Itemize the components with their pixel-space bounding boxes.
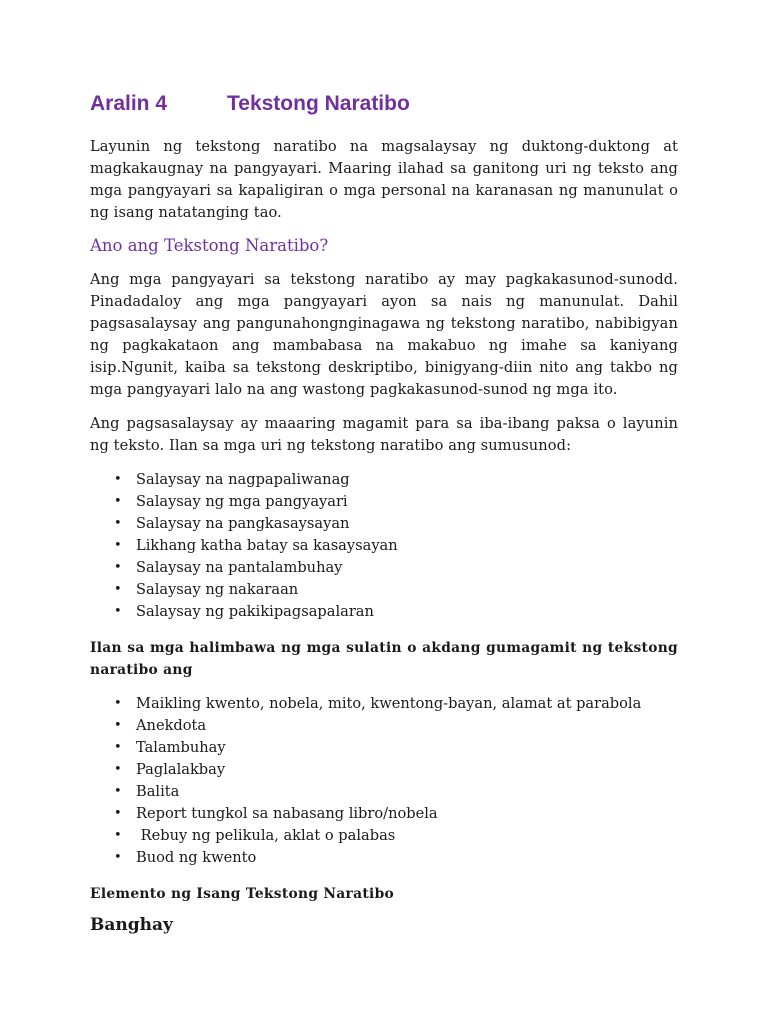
list-item: • Salaysay ng nakaraan [114,579,678,601]
lesson-title: Tekstong Naratibo [227,92,410,115]
list-item: • Salaysay ng pakikipagsapalaran [114,601,678,623]
list-item: • Paglalakbay [114,759,678,781]
list-item: • Rebuy ng pelikula, aklat o palabas [114,825,678,847]
banghay-heading: Banghay [90,915,173,935]
list-item: • Balita [114,781,678,803]
list-item: • Salaysay na pantalambuhay [114,557,678,579]
elemento-heading: Elemento ng Isang Tekstong Naratibo [90,886,395,902]
list-item: • Salaysay na pangkasaysayan [114,513,678,535]
list-item: • Maikling kwento, nobela, mito, kwentong-bayan, alamat at parabola [114,693,678,715]
paragraph-2: Ang pagsasalaysay ay maaaring magamit para sa iba-ibang paksa o layunin ng teksto. Ilan sa mga uri ng tekstong naratibo ang sumusunod: [90,415,678,454]
list-item: • Likhang katha batay sa kasaysayan [114,535,678,557]
examples-intro: Ilan sa mga halimbawa ng mga sulatin o akdang gumagamit ng tekstong naratibo ang [90,640,678,678]
list-item: • Salaysay na nagpapaliwanag [114,469,678,491]
list-item: • Talambuhay [114,737,678,759]
list-item: • Anekdota [114,715,678,737]
list-item: • Report tungkol sa nabasang libro/nobela [114,803,678,825]
examples-list [90,693,678,869]
list-item: • Salaysay ng mga pangyayari [114,491,678,513]
lesson-number: Aralin 4 [90,92,168,115]
types-list [90,469,678,623]
paragraph-1: Ang mga pangyayari sa tekstong naratibo ay may pagkakasunod-sunodd. Pinadadaloy ang mga pangyayari ayon sa nais ng manunulat. Dahil pagsasalaysay ang pangunahongnginagawa ng tekstong naratibo, nabibigyan ng pagkakataon ang mambabasa na makabuo ng imahe sa kaniyang isip.Ngunit, kaiba sa tekstong deskriptibo, binigyang-diin nito ang takbo ng mga pangyayari lalo na ang wastong pagkakasunod-sunod ng mga ito. [90,271,678,398]
list-item: • Buod ng kwento [114,847,678,869]
lesson-heading [90,92,678,116]
intro-paragraph: Layunin ng tekstong naratibo na magsalaysay ng duktong-duktong at magkakaugnay na pangyayari. Maaring ilahad sa ganitong uri ng teksto ang mga pangyayari sa kapaligiran o mga personal na karanasan ng manunulat o ng isang natatanging tao. [90,138,678,221]
section-subheading: Ano ang Tekstong Naratibo? [90,236,329,255]
